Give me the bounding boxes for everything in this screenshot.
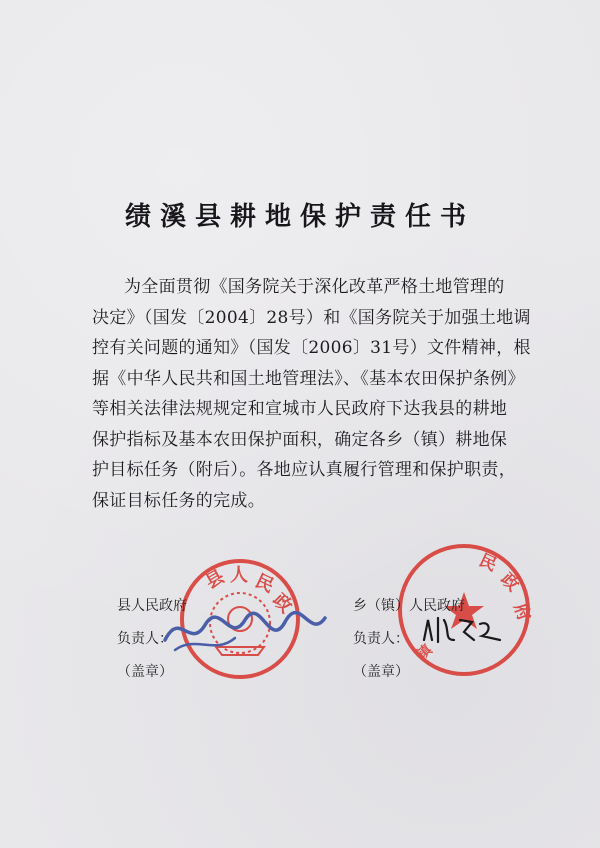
county-org-label: 县人民政府: [117, 598, 187, 614]
document-title: 绩溪县耕地保护责任书: [124, 202, 475, 232]
body-line: 等相关法律法规规定和宣城市人民政府下达我县的耕地: [92, 399, 508, 419]
body-line: 决定》（国发〔2004〕28号）和《国务院关于加强土地调: [92, 307, 531, 328]
body-line: 保证目标任务的完成。: [92, 490, 265, 511]
svg-text:政: 政: [268, 589, 297, 618]
body-line: 护目标任务（附后）。各地应认真履行管理和保护职责，: [92, 460, 516, 480]
county-signature-block: [117, 590, 187, 689]
svg-text:民: 民: [251, 570, 278, 598]
township-person-label: 负责人：: [353, 631, 409, 647]
document-body: [92, 272, 531, 516]
body-line: 据《中华人民共和国土地管理法》、《基本农田保护条例》: [92, 368, 525, 389]
township-signature-block: [353, 590, 465, 689]
svg-text:民: 民: [475, 550, 500, 576]
svg-text:政: 政: [496, 569, 523, 596]
county-person-label: 负责人：: [117, 631, 173, 647]
township-seal-label: （盖章）: [353, 664, 409, 680]
svg-text:人: 人: [230, 565, 248, 586]
svg-text:府: 府: [509, 600, 534, 624]
svg-text:镇: 镇: [414, 641, 436, 664]
county-seal-label: （盖章）: [117, 664, 173, 680]
body-line: 保护指标及基本农田保护面积，确定各乡（镇）耕地保: [92, 429, 508, 450]
body-line: 为全面贯彻《国务院关于深化改革严格土地管理的: [124, 277, 505, 297]
township-org-label: 乡（镇）人民政府: [353, 598, 465, 614]
svg-text:县: 县: [202, 566, 229, 594]
body-line: 控有关问题的通知》（国发〔2006〕31号）文件精神，根: [92, 338, 531, 358]
